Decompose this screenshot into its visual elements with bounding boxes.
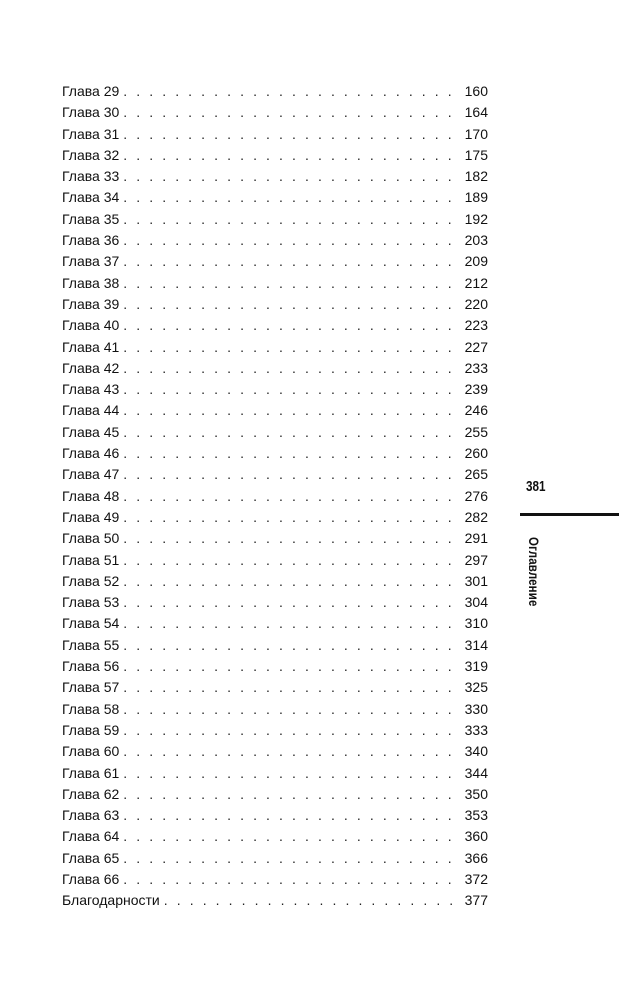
toc-entry [62, 592, 488, 613]
dot-leader [123, 81, 455, 102]
toc-entry [62, 677, 488, 698]
toc-entry-page: 260 [464, 445, 488, 462]
toc-entry [62, 81, 488, 102]
dot-leader [123, 656, 455, 677]
toc-entry-title: Глава 31 [62, 125, 120, 142]
toc-entry [62, 464, 488, 485]
toc-entry [62, 805, 488, 826]
toc-entry-page: 319 [464, 658, 488, 675]
toc-entry [62, 720, 488, 741]
toc-entry-title: Глава 59 [62, 721, 120, 738]
toc-entry [62, 656, 488, 677]
toc-entry [62, 102, 488, 123]
toc-entry-page: 223 [464, 317, 488, 334]
toc-entry-page: 160 [464, 83, 488, 99]
toc-entry-title: Глава 62 [62, 785, 120, 802]
toc-entry-title: Глава 57 [62, 679, 120, 696]
toc-entry-title: Глава 30 [62, 104, 120, 121]
toc-entry-page: 333 [464, 721, 488, 738]
dot-leader [123, 635, 455, 656]
dot-leader [164, 890, 455, 911]
dot-leader [123, 379, 455, 400]
dot-leader [123, 358, 455, 379]
toc-entry-title: Глава 35 [62, 210, 120, 227]
toc-entry-page: 220 [464, 295, 488, 312]
dot-leader [123, 443, 455, 464]
toc-entry-title: Глава 29 [62, 83, 120, 99]
toc-entry-title: Глава 38 [62, 274, 120, 291]
toc-entry [62, 294, 488, 315]
toc-entry-page: 246 [464, 402, 488, 419]
dot-leader [123, 826, 455, 847]
toc-entry [62, 209, 488, 230]
toc-entry-page: 212 [464, 274, 488, 291]
toc-entry [62, 251, 488, 272]
toc-entry [62, 784, 488, 805]
toc-entry-page: 291 [464, 530, 488, 547]
toc-entry-page: 366 [464, 849, 488, 866]
toc-entry [62, 443, 488, 464]
toc-entry-title: Глава 36 [62, 232, 120, 249]
table-of-contents [62, 81, 488, 912]
toc-entry [62, 124, 488, 145]
toc-entry [62, 379, 488, 400]
toc-entry-page: 170 [464, 125, 488, 142]
toc-entry [62, 571, 488, 592]
dot-leader [123, 315, 455, 336]
toc-entry [62, 869, 488, 890]
toc-entry [62, 358, 488, 379]
dot-leader [123, 571, 455, 592]
toc-entry [62, 187, 488, 208]
toc-entry-page: 164 [464, 104, 488, 121]
dot-leader [123, 209, 455, 230]
dot-leader [123, 784, 455, 805]
dot-leader [123, 528, 455, 549]
dot-leader [123, 145, 455, 166]
running-section-title: Оглавление [526, 537, 542, 607]
dot-leader [123, 741, 455, 762]
toc-entry-title: Глава 33 [62, 168, 120, 185]
toc-entry-page: 175 [464, 146, 488, 163]
toc-entry-title: Глава 45 [62, 423, 120, 440]
toc-entry-title: Глава 50 [62, 530, 120, 547]
toc-entry-page: 350 [464, 785, 488, 802]
toc-entry-title: Глава 61 [62, 764, 120, 781]
toc-entry-title: Глава 58 [62, 700, 120, 717]
toc-entry-page: 344 [464, 764, 488, 781]
toc-entry-title: Глава 46 [62, 445, 120, 462]
dot-leader [123, 400, 455, 421]
toc-entry [62, 613, 488, 634]
toc-entry-title: Глава 39 [62, 295, 120, 312]
toc-entry-page: 310 [464, 615, 488, 632]
toc-entry-page: 377 [464, 892, 488, 909]
toc-entry-page: 276 [464, 487, 488, 504]
page-number-rule [520, 513, 619, 516]
toc-entry-page: 360 [464, 828, 488, 845]
toc-entry [62, 848, 488, 869]
dot-leader [123, 337, 455, 358]
dot-leader [123, 677, 455, 698]
dot-leader [123, 294, 455, 315]
toc-entry-page: 209 [464, 253, 488, 270]
toc-entry [62, 166, 488, 187]
toc-entry-title: Глава 55 [62, 636, 120, 653]
toc-entry [62, 486, 488, 507]
toc-entry-title: Глава 37 [62, 253, 120, 270]
toc-entry [62, 273, 488, 294]
dot-leader [123, 166, 455, 187]
dot-leader [123, 869, 455, 890]
toc-entry [62, 507, 488, 528]
toc-entry-title: Глава 49 [62, 508, 120, 525]
dot-leader [123, 763, 455, 784]
toc-entry [62, 315, 488, 336]
toc-entry-title: Глава 66 [62, 870, 120, 887]
toc-entry [62, 528, 488, 549]
toc-entry-page: 189 [464, 189, 488, 206]
toc-entry [62, 230, 488, 251]
toc-entry-title: Глава 60 [62, 743, 120, 760]
toc-entry-page: 301 [464, 572, 488, 589]
toc-entry-page: 325 [464, 679, 488, 696]
toc-entry-page: 372 [464, 870, 488, 887]
toc-entry-page: 265 [464, 466, 488, 483]
toc-entry-page: 182 [464, 168, 488, 185]
toc-entry [62, 422, 488, 443]
toc-entry-page: 304 [464, 594, 488, 611]
toc-entry-title: Глава 47 [62, 466, 120, 483]
toc-entry-page: 297 [464, 551, 488, 568]
toc-entry [62, 550, 488, 571]
dot-leader [123, 273, 455, 294]
toc-entry-title: Глава 44 [62, 402, 120, 419]
dot-leader [123, 422, 455, 443]
dot-leader [123, 230, 455, 251]
toc-entry-title: Глава 42 [62, 359, 120, 376]
toc-entry-title: Глава 51 [62, 551, 120, 568]
dot-leader [123, 464, 455, 485]
toc-entry-page: 227 [464, 338, 488, 355]
toc-entry-title: Глава 64 [62, 828, 120, 845]
toc-entry-title: Глава 32 [62, 146, 120, 163]
dot-leader [123, 805, 455, 826]
toc-entry [62, 400, 488, 421]
toc-entry [62, 635, 488, 656]
toc-entry-title: Глава 40 [62, 317, 120, 334]
toc-entry [62, 741, 488, 762]
dot-leader [123, 848, 455, 869]
dot-leader [123, 102, 455, 123]
toc-entry [62, 890, 488, 911]
toc-entry-page: 340 [464, 743, 488, 760]
dot-leader [123, 699, 455, 720]
dot-leader [123, 486, 455, 507]
toc-entry-title: Глава 41 [62, 338, 120, 355]
dot-leader [123, 550, 455, 571]
toc-entry [62, 826, 488, 847]
dot-leader [123, 720, 455, 741]
toc-entry-title: Глава 48 [62, 487, 120, 504]
dot-leader [123, 613, 455, 634]
toc-entry [62, 337, 488, 358]
toc-entry-page: 203 [464, 232, 488, 249]
toc-entry-title: Глава 53 [62, 594, 120, 611]
toc-entry-title: Глава 56 [62, 658, 120, 675]
dot-leader [123, 251, 455, 272]
toc-entry [62, 699, 488, 720]
toc-entry-page: 314 [464, 636, 488, 653]
toc-entry-title: Глава 34 [62, 189, 120, 206]
dot-leader [123, 507, 455, 528]
page-number: 381 [526, 478, 546, 495]
toc-entry-page: 192 [464, 210, 488, 227]
dot-leader [123, 187, 455, 208]
toc-entry-title: Глава 52 [62, 572, 120, 589]
toc-entry [62, 763, 488, 784]
toc-entry-page: 282 [464, 508, 488, 525]
toc-entry-page: 239 [464, 381, 488, 398]
toc-entry-page: 353 [464, 807, 488, 824]
toc-entry-title: Глава 63 [62, 807, 120, 824]
dot-leader [123, 124, 455, 145]
toc-entry-page: 255 [464, 423, 488, 440]
toc-entry-title: Глава 65 [62, 849, 120, 866]
toc-entry-page: 233 [464, 359, 488, 376]
toc-entry-page: 330 [464, 700, 488, 717]
toc-entry-title: Глава 43 [62, 381, 120, 398]
toc-entry-title: Благодарности [62, 892, 160, 909]
toc-entry [62, 145, 488, 166]
dot-leader [123, 592, 455, 613]
toc-entry-title: Глава 54 [62, 615, 120, 632]
